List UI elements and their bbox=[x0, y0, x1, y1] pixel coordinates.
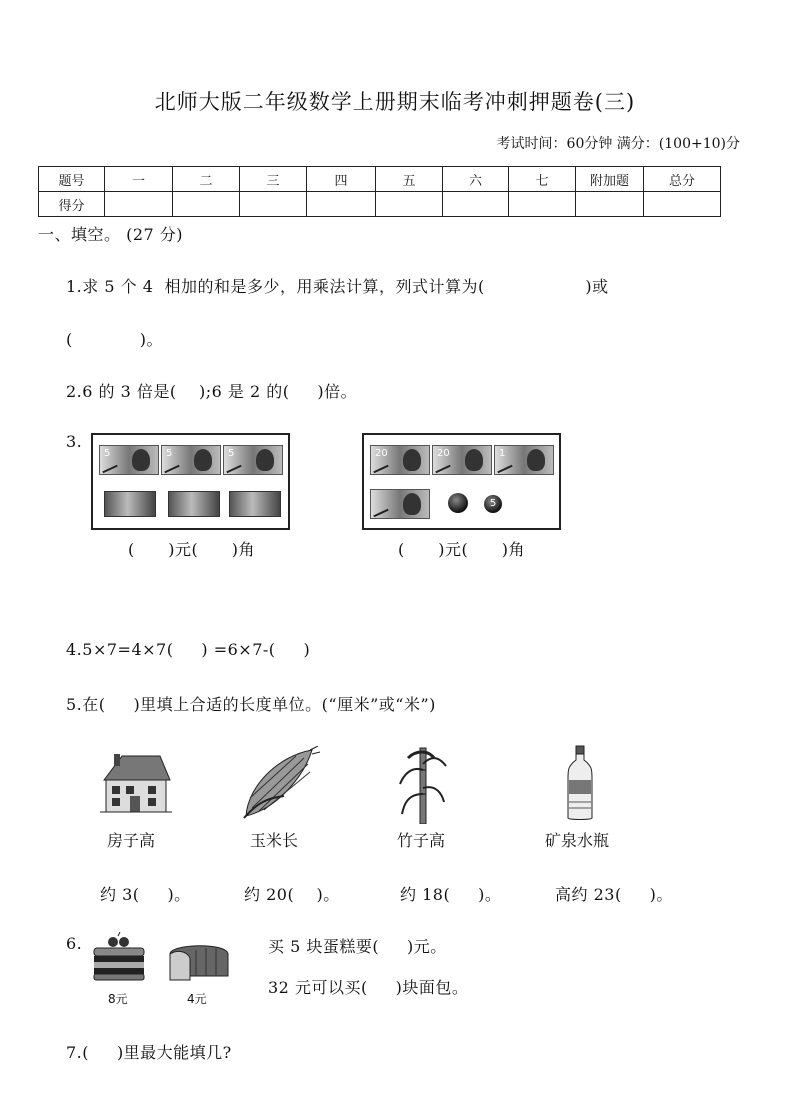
page-title: 北师大版二年级数学上册期末临考冲刺押题卷(三) bbox=[154, 90, 636, 114]
table-cell: 题号 bbox=[39, 167, 105, 192]
score-input-cell[interactable] bbox=[509, 192, 576, 217]
water-bottle-label: 矿泉水瓶 bbox=[545, 831, 610, 850]
five-yuan-note-icon: 5 bbox=[99, 445, 159, 475]
twenty-yuan-note-icon: 20 bbox=[432, 445, 492, 475]
question-3-blank-right: ( )元( )角 bbox=[398, 540, 526, 559]
score-input-cell[interactable] bbox=[173, 192, 240, 217]
question-6-label: 6. bbox=[66, 934, 83, 953]
question-3-blank-left: ( )元( )角 bbox=[128, 540, 256, 559]
one-yuan-note-icon: 1 bbox=[494, 445, 554, 475]
score-input-cell[interactable] bbox=[576, 192, 644, 217]
money-box-left bbox=[91, 433, 290, 530]
water-bottle-blank: 高约 23( )。 bbox=[555, 885, 673, 904]
exam-info: 考试时间：60分钟 满分：(100+10)分 bbox=[496, 136, 740, 152]
score-input-cell[interactable] bbox=[307, 192, 376, 217]
corn-blank: 约 20( )。 bbox=[244, 885, 340, 904]
five-jiao-coin-icon: 5 bbox=[484, 495, 502, 513]
jiao-note-icon bbox=[229, 491, 281, 517]
question-1-line-2: ( )。 bbox=[66, 330, 164, 349]
table-cell: 总分 bbox=[644, 167, 721, 192]
jiao-note-icon bbox=[168, 491, 220, 517]
question-2: 2.6 的 3 倍是( );6 是 2 的( )倍。 bbox=[66, 382, 358, 401]
question-7: 7.( )里最大能填几? bbox=[66, 1043, 232, 1062]
table-cell: 二 bbox=[173, 167, 240, 192]
question-3-label: 3. bbox=[66, 432, 83, 451]
score-input-cell[interactable] bbox=[240, 192, 307, 217]
bread-price: 4元 bbox=[187, 992, 207, 1006]
twenty-yuan-note-icon: 20 bbox=[370, 445, 430, 475]
house-label: 房子高 bbox=[107, 831, 156, 850]
house-icon bbox=[100, 750, 172, 816]
cake-price: 8元 bbox=[108, 992, 128, 1006]
money-box-right bbox=[362, 433, 561, 530]
bamboo-label: 竹子高 bbox=[397, 831, 446, 850]
table-cell: 附加题 bbox=[576, 167, 644, 192]
question-6-line-1: 买 5 块蛋糕要( )元。 bbox=[268, 937, 447, 956]
score-table-score-row bbox=[39, 192, 721, 217]
table-cell: 五 bbox=[376, 167, 443, 192]
bamboo-icon bbox=[398, 744, 448, 824]
score-input-cell[interactable] bbox=[376, 192, 443, 217]
table-cell: 得分 bbox=[39, 192, 105, 217]
question-5: 5.在( )里填上合适的长度单位。(“厘米”或“米”) bbox=[66, 695, 436, 714]
corn-icon bbox=[238, 746, 322, 822]
table-cell: 一 bbox=[105, 167, 173, 192]
score-input-cell[interactable] bbox=[644, 192, 721, 217]
table-cell: 四 bbox=[307, 167, 376, 192]
water-bottle-icon bbox=[566, 744, 594, 822]
question-1-line-1: 1.求 5 个 4 相加的和是多少，用乘法计算，列式计算为( )或 bbox=[66, 277, 609, 296]
score-table bbox=[38, 166, 721, 217]
coin-icon bbox=[448, 493, 468, 513]
table-cell: 三 bbox=[240, 167, 307, 192]
table-cell: 七 bbox=[509, 167, 576, 192]
section-heading: 一、填空。 (27 分) bbox=[38, 225, 184, 244]
five-yuan-note-icon: 5 bbox=[161, 445, 221, 475]
question-6-line-2: 32 元可以买( )块面包。 bbox=[268, 978, 469, 997]
bread-icon bbox=[166, 940, 232, 982]
five-yuan-note-icon: 5 bbox=[223, 445, 283, 475]
bamboo-blank: 约 18( )。 bbox=[400, 885, 502, 904]
score-input-cell[interactable] bbox=[443, 192, 509, 217]
score-input-cell[interactable] bbox=[105, 192, 173, 217]
score-table-header-row bbox=[39, 167, 721, 192]
cake-icon bbox=[90, 932, 148, 984]
one-yuan-note-icon bbox=[370, 489, 430, 519]
jiao-note-icon bbox=[104, 491, 156, 517]
table-cell: 六 bbox=[443, 167, 509, 192]
question-4: 4.5×7=4×7( ) =6×7-( ) bbox=[66, 640, 311, 659]
corn-label: 玉米长 bbox=[250, 831, 299, 850]
house-blank: 约 3( )。 bbox=[100, 885, 191, 904]
